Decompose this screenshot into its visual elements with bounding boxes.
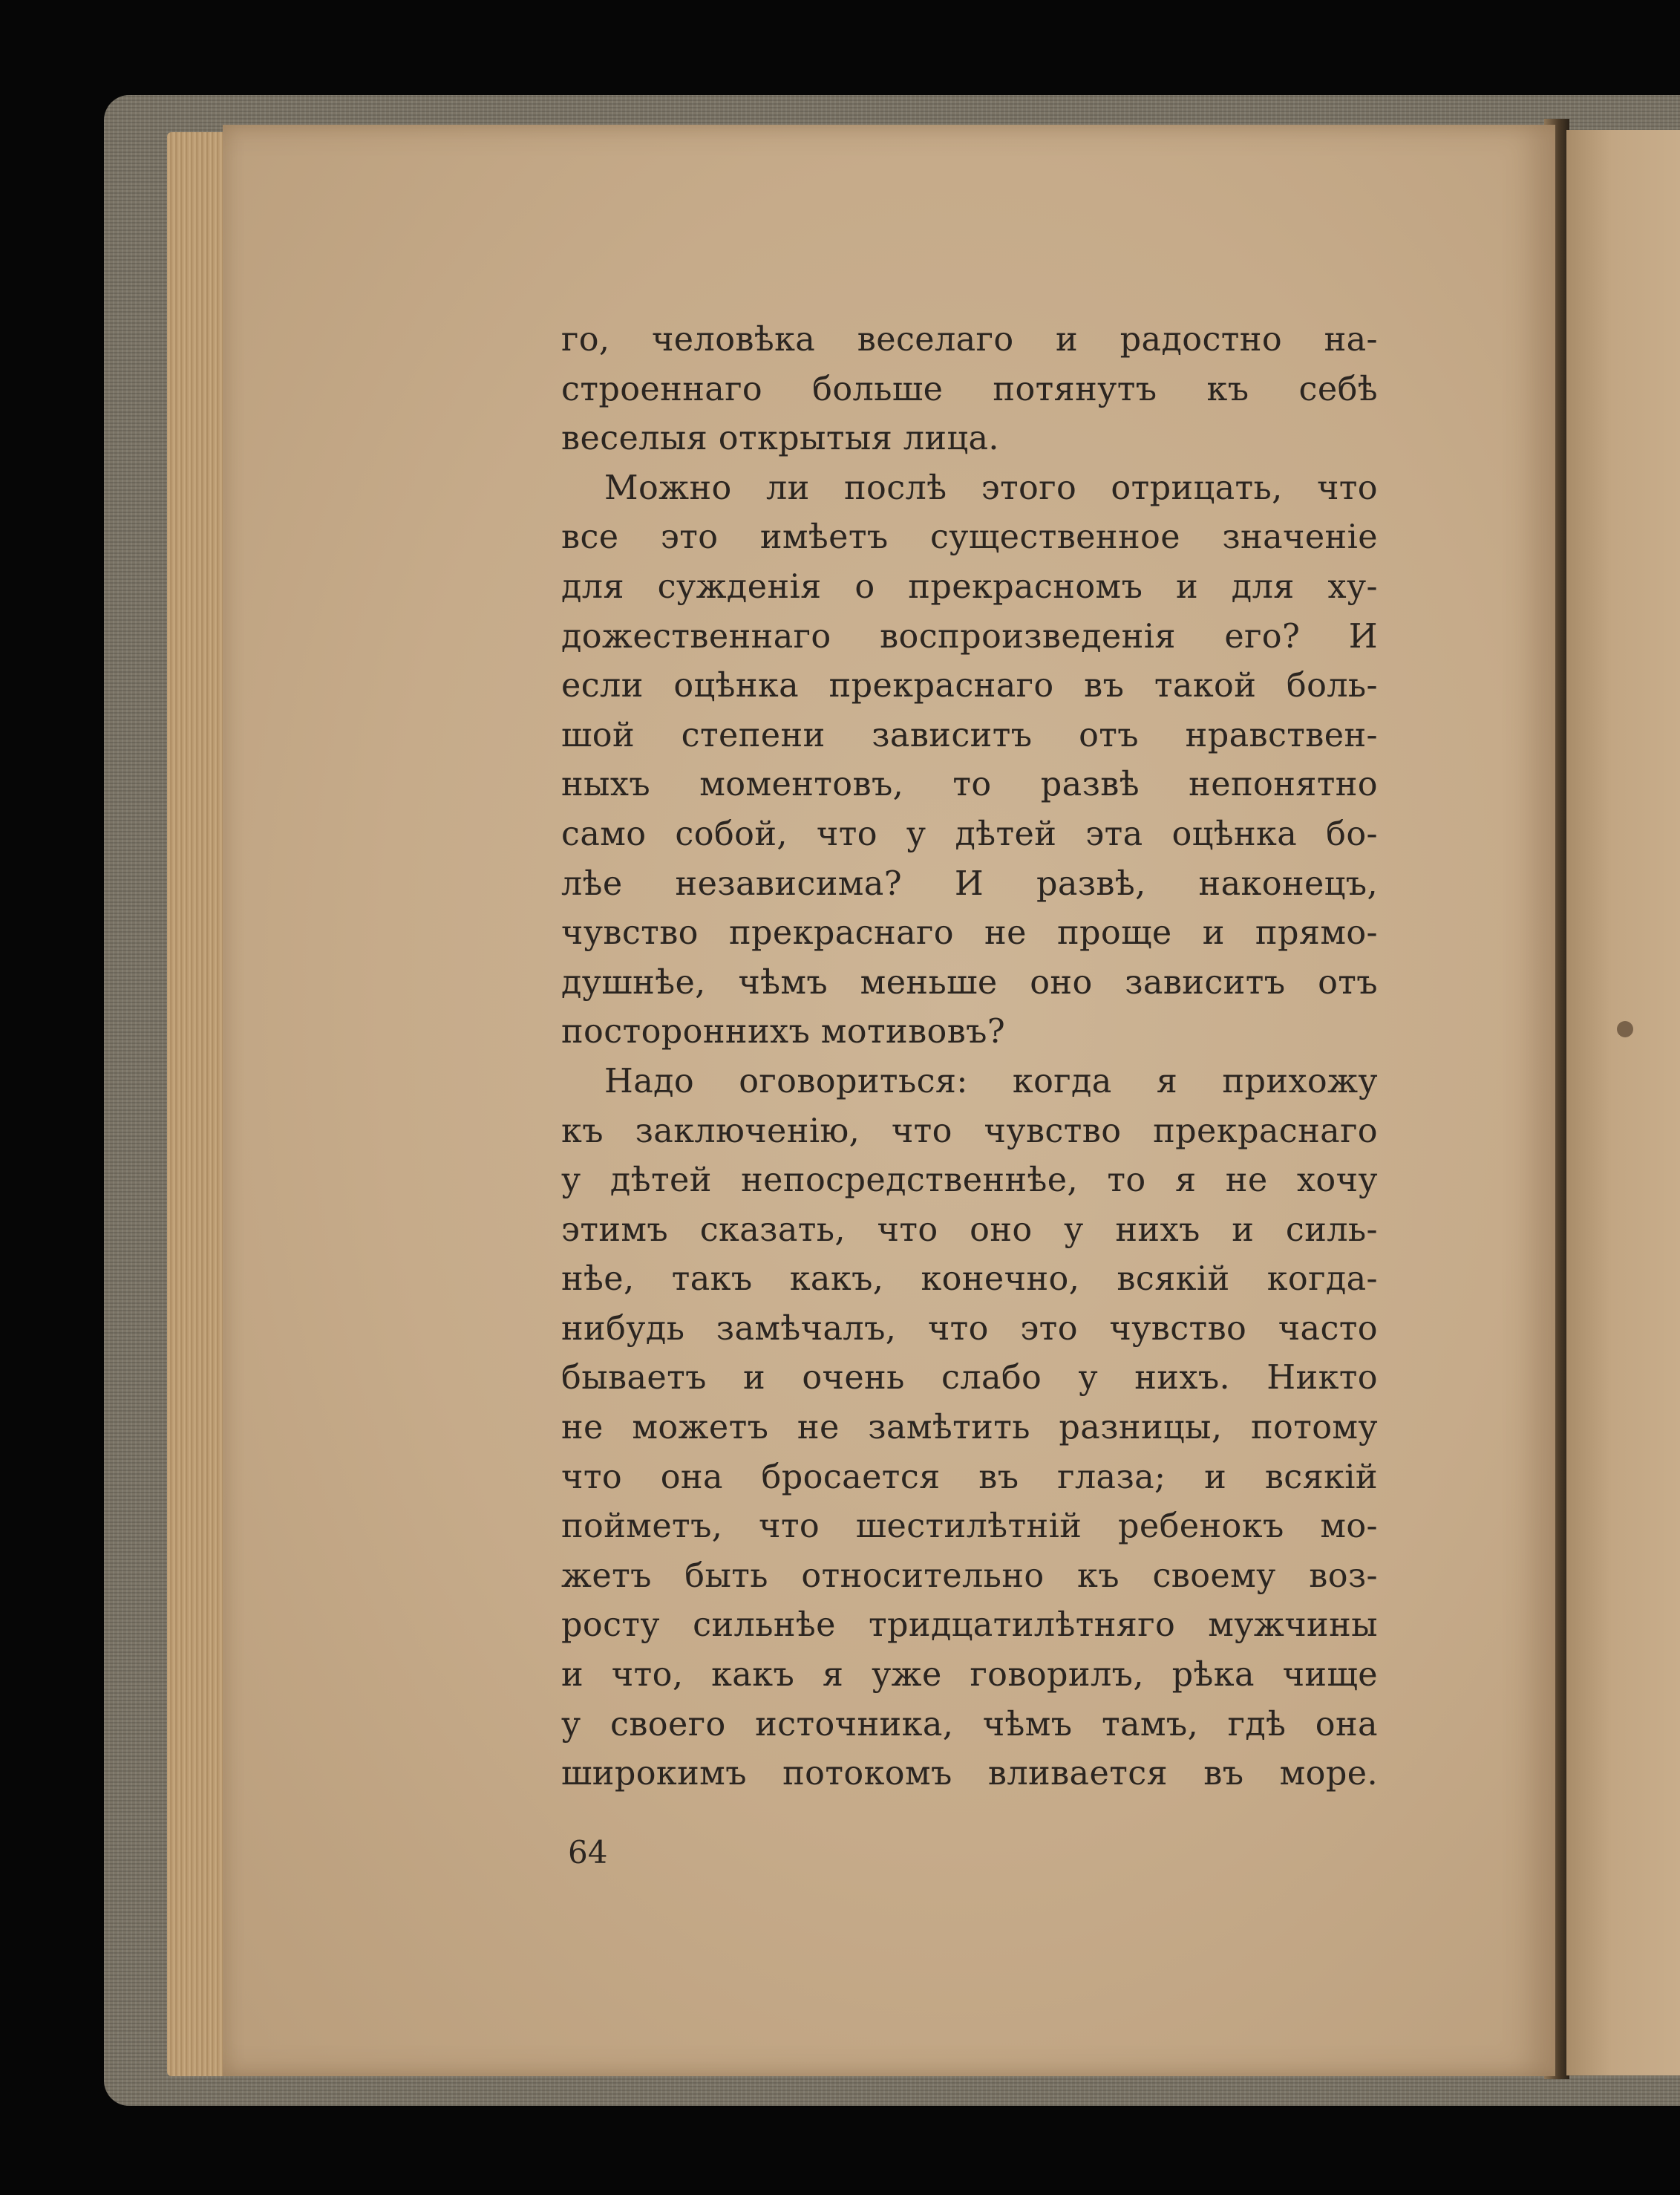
paper-stain — [1617, 1021, 1633, 1037]
text-line: росту сильнѣе тридцатилѣтняго мужчины — [561, 1606, 1378, 1645]
text-line: пойметъ, что шестилѣтній ребенокъ мо- — [561, 1507, 1378, 1546]
page-number: 64 — [568, 1834, 608, 1871]
text-line: шой степени зависитъ отъ нравствен- — [561, 716, 1378, 754]
text-line: у дѣтей непосредственнѣе, то я не хочу — [561, 1161, 1378, 1200]
text-line: что она бросается въ глаза; и всякій — [561, 1458, 1378, 1496]
text-line: у своего источника, чѣмъ тамъ, гдѣ она — [561, 1705, 1378, 1744]
text-line: если оцѣнка прекраснаго въ такой боль- — [561, 667, 1378, 705]
text-line: чувство прекраснаго не проще и прямо- — [561, 914, 1378, 953]
text-line: къ заключенію, что чувство прекраснаго — [561, 1112, 1378, 1150]
text-line: само собой, что у дѣтей эта оцѣнка бо- — [561, 815, 1378, 853]
page-text — [561, 316, 1378, 1799]
text-line: этимъ сказать, что оно у нихъ и силь- — [561, 1210, 1378, 1249]
text-line: Можно ли послѣ этого отрицать, что — [604, 469, 1378, 507]
text-line: строеннаго больше потянутъ къ себѣ — [561, 370, 1378, 408]
text-line: веселыя открытыя лица. — [561, 420, 999, 458]
text-line: бываетъ и очень слабо у нихъ. Никто — [561, 1359, 1378, 1397]
text-line: Надо оговориться: когда я прихожу — [604, 1062, 1378, 1100]
text-line: все это имѣетъ существенное значеніе — [561, 518, 1378, 557]
text-line: широкимъ потокомъ вливается въ море. — [561, 1755, 1378, 1793]
text-line: дожественнаго воспроизведенія его? И — [561, 617, 1378, 656]
facing-page-edge — [1566, 130, 1680, 2075]
text-line: го, человѣка веселаго и радостно на- — [561, 321, 1378, 359]
text-line: лѣе независима? И развѣ, наконецъ, — [561, 864, 1378, 903]
text-line: нѣе, такъ какъ, конечно, всякій когда- — [561, 1260, 1378, 1299]
text-line: душнѣе, чѣмъ меньше оно зависитъ отъ — [561, 963, 1378, 1002]
text-line: нибудь замѣчалъ, что это чувство часто — [561, 1309, 1378, 1348]
text-line: постороннихъ мотивовъ? — [561, 1013, 1006, 1051]
text-line: для сужденія о прекрасномъ и для ху- — [561, 567, 1378, 606]
text-line: ныхъ моментовъ, то развѣ непонятно — [561, 766, 1378, 804]
text-line: не можетъ не замѣтить разницы, потому — [561, 1409, 1378, 1447]
text-line: жетъ быть относительно къ своему воз- — [561, 1556, 1378, 1595]
text-line: и что, какъ я уже говорилъ, рѣка чище — [561, 1656, 1378, 1695]
